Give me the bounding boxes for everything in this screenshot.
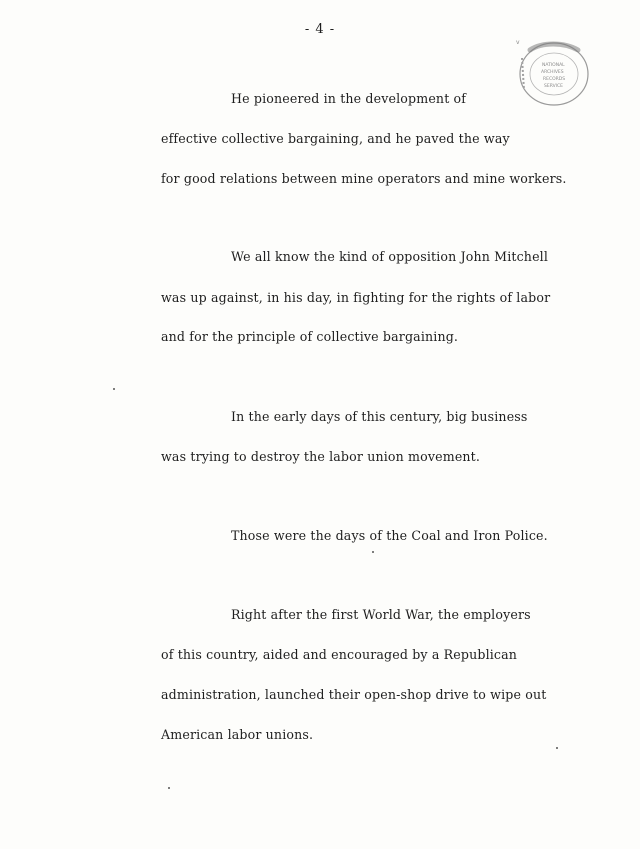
paragraph-5-line-1: Right after the first World War, the employers <box>231 607 531 622</box>
svg-text:SERVICE: SERVICE <box>544 84 563 89</box>
paragraph-1-line-2: effective collective bargaining, and he paved the way <box>161 131 510 146</box>
paragraph-1-line-3: for good relations between mine operators and mine workers. <box>161 171 567 186</box>
svg-text:RECORDS: RECORDS <box>543 77 566 82</box>
scan-speck <box>113 388 115 390</box>
paragraph-1-line-1: He pioneered in the development of <box>231 91 467 106</box>
paragraph-3-line-2: was trying to destroy the labor union movement. <box>161 449 481 464</box>
svg-text:ARCHIVES: ARCHIVES <box>541 70 564 75</box>
paragraph-5-line-3: administration, launched their open-shop drive to wipe out <box>161 687 547 702</box>
svg-text:v: v <box>516 39 520 46</box>
page-number: - 4 - <box>304 22 336 37</box>
paragraph-5-line-4: American labor unions. <box>161 727 314 742</box>
paragraph-5-line-2: of this country, aided and encouraged by a Republican <box>161 647 518 662</box>
scan-speck <box>556 747 558 749</box>
archive-stamp <box>512 36 592 112</box>
svg-text:NATIONAL: NATIONAL <box>542 63 565 68</box>
paragraph-2-line-2: was up against, in his day, in fighting for the rights of labor <box>161 290 551 305</box>
paragraph-3-line-1: In the early days of this century, big business <box>231 409 528 424</box>
paragraph-2-line-1: We all know the kind of opposition John Mitchell <box>231 249 549 264</box>
scan-speck <box>372 551 374 553</box>
scan-speck <box>168 787 170 789</box>
paragraph-4-line-1: Those were the days of the Coal and Iron Police. <box>231 528 548 543</box>
paragraph-2-line-3: and for the principle of collective bargaining. <box>161 329 459 344</box>
